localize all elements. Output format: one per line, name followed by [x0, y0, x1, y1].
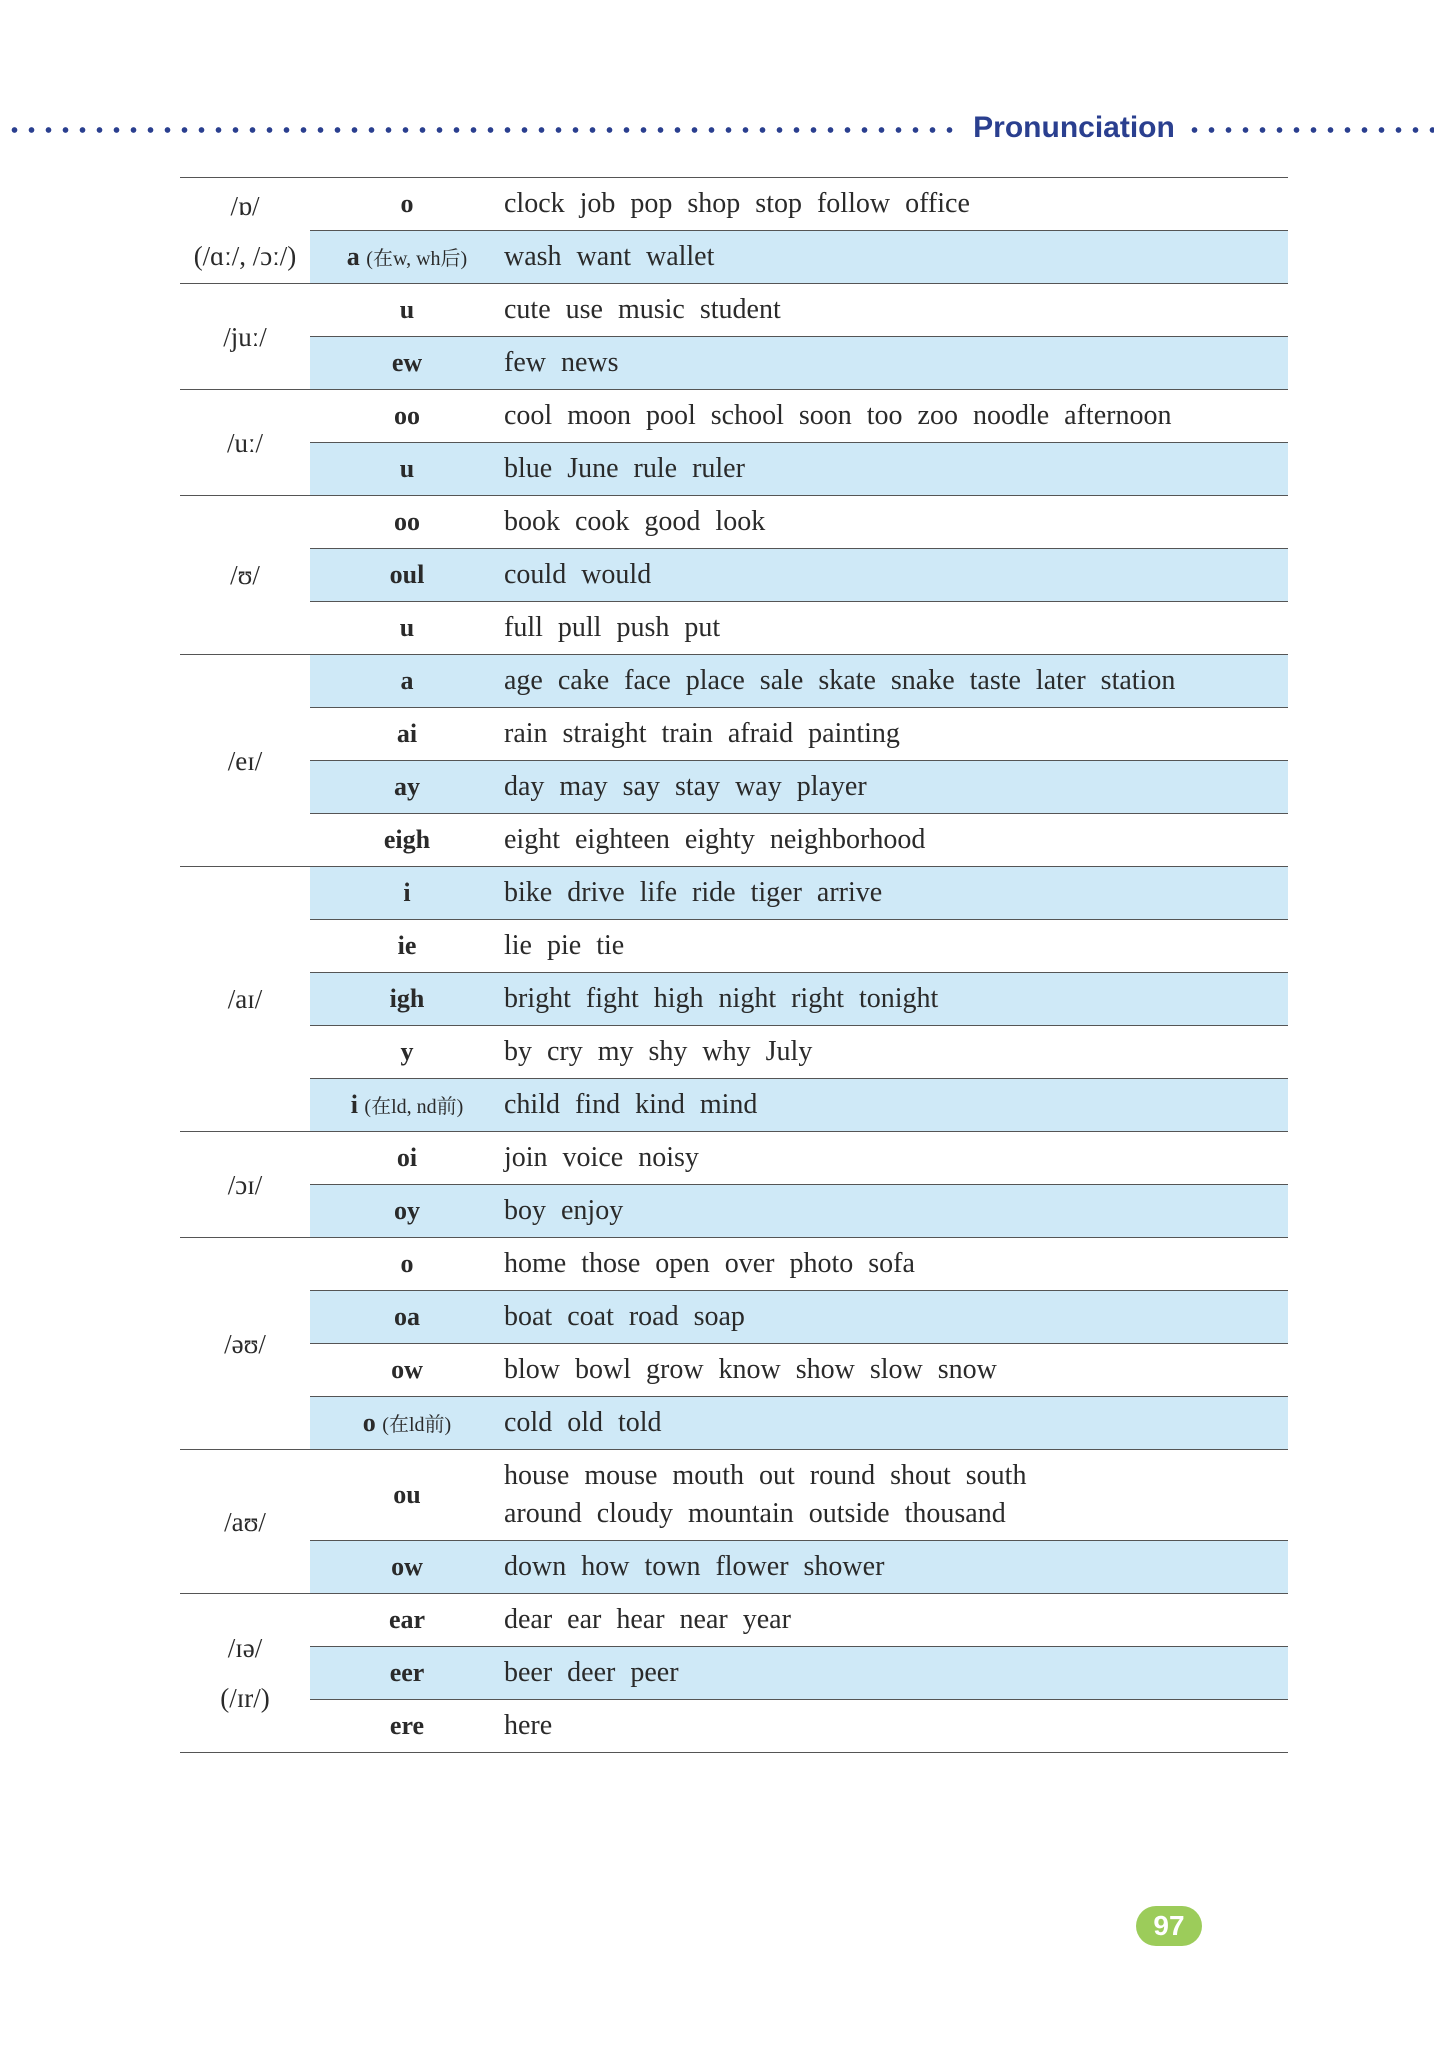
spelling-pattern: ow	[391, 1355, 423, 1384]
example-words: rain straight train afraid painting	[504, 718, 900, 749]
example-words: could would	[504, 559, 652, 590]
example-words: bike drive life ride tiger arrive	[504, 877, 883, 908]
example-words-cell	[504, 337, 1288, 389]
sound-group	[180, 496, 1288, 655]
spelling-pattern: u	[399, 613, 415, 642]
spelling-pattern: ow	[391, 1552, 423, 1581]
example-words-cell	[504, 1132, 1288, 1184]
phonetic-symbol-cell	[180, 1594, 310, 1752]
sound-group	[180, 1594, 1288, 1753]
phonetic-symbol-cell	[180, 655, 310, 866]
example-words-cell	[504, 1450, 1288, 1540]
spelling-pattern: i	[350, 1090, 358, 1119]
table-row	[310, 231, 1288, 283]
spelling-cell	[310, 825, 504, 855]
example-words: house mouse mouth out round shout south	[504, 1460, 1027, 1491]
table-row	[310, 496, 1288, 549]
spelling-cell	[310, 931, 504, 961]
example-words: beer deer peer	[504, 1657, 679, 1688]
example-words-cell	[504, 1185, 1288, 1237]
spelling-note: (在w, wh后)	[366, 248, 468, 270]
phonetic-symbol: /ɪə/	[227, 1633, 263, 1663]
phonetic-symbol: (/ɑː/, /ɔː/)	[193, 240, 297, 271]
example-words-cell	[504, 1344, 1288, 1396]
example-words-cell	[504, 973, 1288, 1025]
spelling-pattern: u	[399, 454, 415, 483]
table-row	[310, 1185, 1288, 1237]
spelling-cell	[310, 189, 504, 219]
example-words: full pull push put	[504, 612, 721, 643]
phonetic-symbol-cell	[180, 1238, 310, 1449]
table-row	[310, 1397, 1288, 1449]
example-words: book cook good look	[504, 506, 766, 537]
example-words-cell	[504, 231, 1288, 283]
table-row	[310, 920, 1288, 973]
phonetic-symbol-cell	[180, 496, 310, 654]
example-words: around cloudy mountain outside thousand	[504, 1498, 1006, 1529]
example-words: boy enjoy	[504, 1195, 624, 1226]
table-row	[310, 1026, 1288, 1079]
example-words-cell	[504, 178, 1288, 230]
example-words-cell	[504, 867, 1288, 919]
example-words: eight eighteen eighty neighborhood	[504, 824, 926, 855]
spelling-pattern: oo	[394, 401, 420, 430]
example-words: here	[504, 1710, 553, 1741]
example-words-cell	[504, 284, 1288, 336]
spelling-pattern: i	[403, 878, 411, 907]
spelling-pattern: ie	[397, 931, 417, 960]
phonetic-symbol: /ɔɪ/	[227, 1169, 263, 1200]
table-row	[310, 284, 1288, 337]
spelling-pattern: o	[362, 1408, 376, 1437]
spelling-cell	[310, 1143, 504, 1173]
sound-group	[180, 867, 1288, 1132]
table-row	[310, 337, 1288, 389]
table-row	[310, 761, 1288, 814]
spelling-pattern: a	[346, 242, 360, 271]
table-row	[310, 708, 1288, 761]
example-words-cell	[504, 655, 1288, 707]
sound-group	[180, 1450, 1288, 1594]
example-words-cell	[504, 443, 1288, 495]
example-words-cell	[504, 1594, 1288, 1646]
spelling-cell	[310, 878, 504, 908]
example-words: cold old told	[504, 1407, 662, 1438]
spelling-cell	[310, 242, 504, 272]
example-words: wash want wallet	[504, 241, 715, 272]
spelling-pattern: ay	[394, 772, 420, 801]
table-row	[310, 178, 1288, 231]
spelling-cell	[310, 666, 504, 696]
table-row	[310, 1541, 1288, 1593]
dotted-rule-right	[1186, 126, 1434, 134]
table-row	[310, 1132, 1288, 1185]
example-words: blue June rule ruler	[504, 453, 745, 484]
phonetic-symbol-cell	[180, 390, 310, 495]
table-row	[310, 867, 1288, 920]
example-words-cell	[504, 1541, 1288, 1593]
spelling-pattern: ew	[391, 348, 423, 377]
spelling-cell	[310, 1552, 504, 1582]
example-words: bright fight high night right tonight	[504, 983, 939, 1014]
table-row	[310, 443, 1288, 495]
phonetic-symbol: /ʊ/	[230, 560, 260, 590]
phonetic-symbol: /aɪ/	[227, 984, 263, 1014]
example-words-cell	[504, 1026, 1288, 1078]
example-words-cell	[504, 708, 1288, 760]
table-row	[310, 1647, 1288, 1700]
spelling-pattern: eer	[389, 1658, 425, 1687]
example-words: join voice noisy	[504, 1142, 699, 1173]
spelling-pattern: y	[400, 1037, 414, 1066]
spelling-cell	[310, 401, 504, 431]
phonetic-symbol: /əʊ/	[224, 1328, 266, 1359]
spelling-cell	[310, 454, 504, 484]
spelling-cell	[310, 1658, 504, 1688]
example-words: home those open over photo sofa	[504, 1248, 915, 1279]
example-words: down how town flower shower	[504, 1551, 885, 1582]
spelling-pattern: o	[400, 1249, 414, 1278]
table-row	[310, 1450, 1288, 1541]
spelling-cell	[310, 772, 504, 802]
spelling-pattern: ere	[389, 1711, 425, 1740]
sound-group	[180, 178, 1288, 284]
spelling-cell	[310, 560, 504, 590]
spelling-pattern: u	[399, 295, 415, 324]
spelling-pattern: o	[400, 189, 414, 218]
spelling-cell	[310, 1302, 504, 1332]
example-words-cell	[504, 1291, 1288, 1343]
phonetic-symbol: /eɪ/	[227, 745, 263, 776]
spelling-cell	[310, 1480, 504, 1510]
pronunciation-table	[180, 177, 1288, 1753]
example-words-cell	[504, 602, 1288, 654]
table-row	[310, 814, 1288, 866]
dotted-rule-left	[6, 126, 962, 134]
example-words-cell	[504, 1238, 1288, 1290]
example-words: child find kind mind	[504, 1089, 758, 1120]
example-words: boat coat road soap	[504, 1301, 745, 1332]
spelling-cell	[310, 1196, 504, 1226]
example-words-cell	[504, 1700, 1288, 1752]
example-words: day may say stay way player	[504, 771, 867, 802]
phonetic-symbol: /aʊ/	[224, 1506, 266, 1537]
example-words: cool moon pool school soon too zoo noodle afternoon	[504, 400, 1172, 431]
example-words: cute use music student	[504, 294, 781, 325]
spelling-cell	[310, 613, 504, 643]
spelling-pattern: ou	[393, 1480, 421, 1509]
spelling-cell	[310, 507, 504, 537]
table-row	[310, 1344, 1288, 1397]
spelling-cell	[310, 984, 504, 1014]
table-row	[310, 1700, 1288, 1752]
sound-group	[180, 390, 1288, 496]
example-words-cell	[504, 1647, 1288, 1699]
sound-group	[180, 1132, 1288, 1238]
spelling-pattern: igh	[389, 984, 425, 1013]
spelling-cell	[310, 348, 504, 378]
phonetic-symbol-cell	[180, 1132, 310, 1237]
example-words-cell	[504, 814, 1288, 866]
example-words-cell	[504, 920, 1288, 972]
spelling-pattern: ear	[388, 1605, 426, 1634]
spelling-pattern: ai	[396, 719, 418, 748]
example-words: age cake face place sale skate snake taste later station	[504, 665, 1176, 696]
spelling-cell	[310, 295, 504, 325]
example-words-cell	[504, 1397, 1288, 1449]
spelling-cell	[310, 1355, 504, 1385]
table-row	[310, 1238, 1288, 1291]
example-words: dear ear hear near year	[504, 1604, 791, 1635]
phonetic-symbol-cell	[180, 284, 310, 389]
spelling-cell	[310, 1090, 504, 1120]
page-number: 97	[1136, 1906, 1202, 1946]
spelling-note: (在ld前)	[382, 1414, 452, 1436]
phonetic-symbol: /ɒ/	[230, 190, 260, 221]
spelling-cell	[310, 719, 504, 749]
table-row	[310, 549, 1288, 602]
spelling-pattern: oy	[394, 1196, 420, 1225]
section-title: Pronunciation	[973, 111, 1175, 144]
example-words-cell	[504, 496, 1288, 548]
phonetic-symbol-cell	[180, 867, 310, 1131]
example-words: clock job pop shop stop follow office	[504, 188, 970, 219]
table-row	[310, 1291, 1288, 1344]
spelling-pattern: eigh	[383, 825, 431, 854]
phonetic-symbol: (/ɪr/)	[220, 1683, 270, 1713]
spelling-pattern: oi	[396, 1143, 418, 1172]
spelling-pattern: a	[400, 666, 414, 695]
example-words-cell	[504, 390, 1288, 442]
spelling-cell	[310, 1249, 504, 1279]
spelling-cell	[310, 1408, 504, 1438]
phonetic-symbol: /juː/	[223, 321, 267, 352]
spelling-note: (在ld, nd前)	[364, 1096, 464, 1118]
spelling-cell	[310, 1037, 504, 1067]
table-row	[310, 1594, 1288, 1647]
example-words: by cry my shy why July	[504, 1036, 813, 1067]
sound-group	[180, 284, 1288, 390]
example-words: lie pie tie	[504, 930, 625, 961]
table-row	[310, 655, 1288, 708]
spelling-pattern: oa	[394, 1302, 420, 1331]
table-row	[310, 390, 1288, 443]
sound-group	[180, 655, 1288, 867]
spelling-pattern: oo	[394, 507, 420, 536]
phonetic-symbol-cell	[180, 178, 310, 283]
example-words: blow bowl grow know show slow snow	[504, 1354, 997, 1385]
spelling-pattern: oul	[389, 560, 425, 589]
table-row	[310, 602, 1288, 654]
example-words: few news	[504, 347, 619, 378]
example-words-cell	[504, 549, 1288, 601]
sound-group	[180, 1238, 1288, 1450]
spelling-cell	[310, 1605, 504, 1635]
page-header	[0, 108, 1434, 148]
example-words-cell	[504, 1079, 1288, 1131]
table-row	[310, 1079, 1288, 1131]
phonetic-symbol: /uː/	[226, 427, 263, 458]
table-row	[310, 973, 1288, 1026]
example-words-cell	[504, 761, 1288, 813]
phonetic-symbol-cell	[180, 1450, 310, 1593]
spelling-cell	[310, 1711, 504, 1741]
